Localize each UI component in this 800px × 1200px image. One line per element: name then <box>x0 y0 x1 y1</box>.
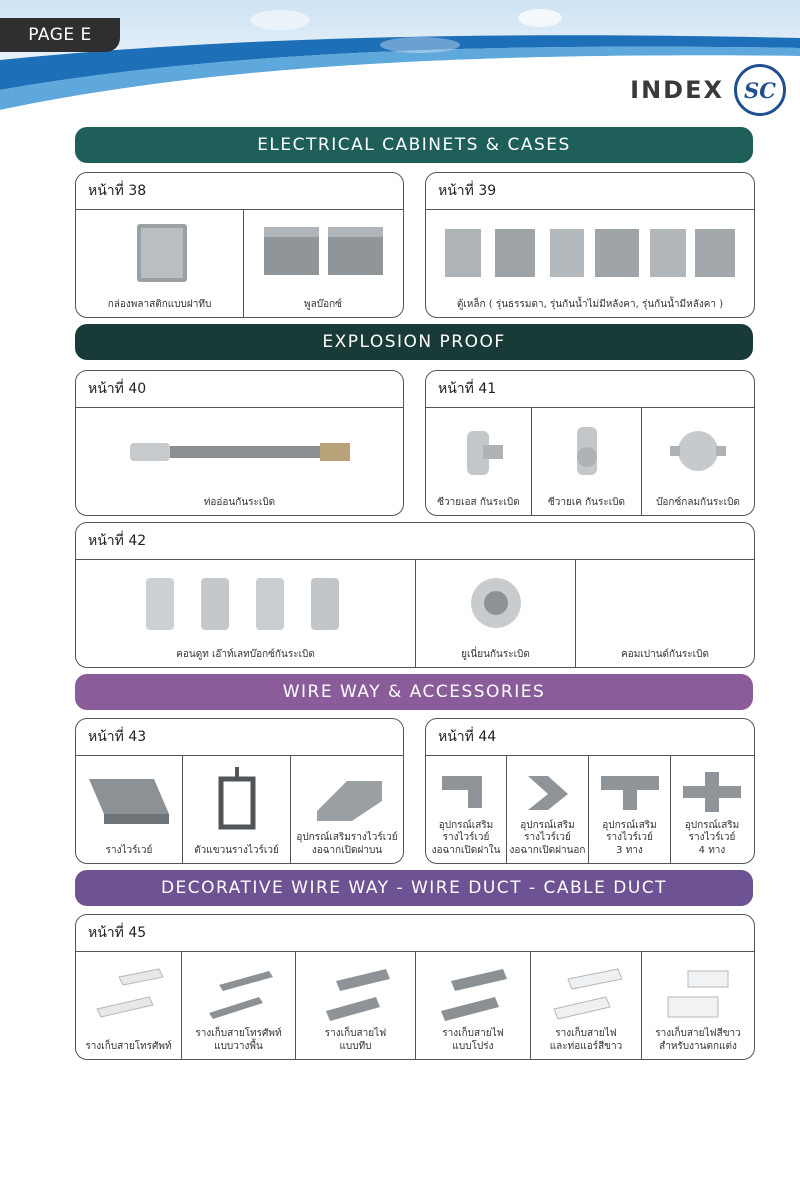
product-caption: รางเก็บสายไฟสีขาว สำหรับงานตกแต่ง <box>655 1028 741 1052</box>
product-caption: พูลบ๊อกซ์ <box>304 298 342 310</box>
index-header <box>630 64 786 116</box>
box-page-43 <box>75 718 404 864</box>
box-title: หน้าที่ 40 <box>76 371 403 408</box>
box-page-41 <box>425 370 755 516</box>
product-caption: รางเก็บสายไฟ แบบโปร่ง <box>442 1028 504 1052</box>
product-cell[interactable] <box>589 756 671 863</box>
slotted-duct-image <box>433 967 513 1023</box>
product-cell[interactable] <box>291 756 403 863</box>
product-caption: ยูเนี่ยนกันระเบิด <box>461 648 530 660</box>
product-cell[interactable] <box>507 756 589 863</box>
box-title: หน้าที่ 42 <box>76 523 754 560</box>
sc-logo: SC <box>734 64 786 116</box>
box-page-42 <box>75 522 755 668</box>
box-title: หน้าที่ 38 <box>76 173 403 210</box>
conduit-outlet-box-image <box>136 570 356 636</box>
product-caption: รางเก็บสายโทรศัพท์ แบบวางพื้น <box>195 1028 282 1052</box>
product-caption: รางเก็บสายไฟ และท่อแอร์สีขาว <box>549 1028 623 1052</box>
product-caption: คอมเปานด์กันระเบิด <box>621 648 709 660</box>
union-image <box>461 573 531 633</box>
box-page-44 <box>425 718 755 864</box>
product-caption: ซีวายเค กันระเบิด <box>547 496 626 508</box>
product-cell[interactable] <box>642 952 754 1059</box>
product-caption: อุปกรณ์เสริม รางไวร์เวย์ 3 ทาง <box>602 819 657 856</box>
box-title: หน้าที่ 44 <box>426 719 754 756</box>
section-banner-cabinets: ELECTRICAL CABINETS & CASES <box>75 127 753 163</box>
product-cell[interactable] <box>76 210 244 317</box>
cyk-fitting-image <box>557 421 617 481</box>
box-title: หน้าที่ 41 <box>426 371 754 408</box>
wireway-image <box>84 769 174 829</box>
tee-image <box>597 770 663 814</box>
section-banner-duct: DECORATIVE WIRE WAY - WIRE DUCT - CABLE DUCT <box>75 870 753 906</box>
product-caption: ตู้เหล็ก ( รุ่นธรรมดา, รุ่นกันน้ำไม่มีหลังคา, รุ่นกันน้ำมีหลังคา ) <box>456 298 724 310</box>
inner-elbow-image <box>436 770 496 814</box>
product-caption: คอนดูท เอ๊าท์เลทบ๊อกซ์กันระเบิด <box>176 648 315 660</box>
product-caption: อุปกรณ์เสริม รางไวร์เวย์ 4 ทาง <box>684 819 740 856</box>
product-caption: บ๊อกซ์กลมกันระเบิด <box>656 496 740 508</box>
product-cell[interactable] <box>426 408 532 515</box>
product-cell[interactable] <box>426 756 507 863</box>
product-caption: อุปกรณ์เสริม รางไวร์เวย์ งอฉากเปิดฝานอก <box>509 819 586 856</box>
product-caption: ท่ออ่อนกันระเบิด <box>203 496 276 508</box>
flexible-conduit-image <box>120 431 360 471</box>
wireway-elbow-image <box>307 771 387 827</box>
product-caption: ซีวายเอส กันระเบิด <box>437 496 520 508</box>
box-title: หน้าที่ 45 <box>76 915 754 952</box>
product-cell[interactable] <box>576 560 754 667</box>
page-label: PAGE E <box>0 18 120 52</box>
product-caption: อุปกรณ์เสริม รางไวร์เวย์ งอฉากเปิดฝาใน <box>431 819 501 856</box>
cys-fitting-image <box>449 421 509 481</box>
wireway-hanger-image <box>207 767 267 831</box>
product-caption: อุปกรณ์เสริมรางไวร์เวย์ งอฉากเปิดฝาบน <box>296 832 398 856</box>
plastic-box-image <box>125 220 195 286</box>
white-decor-duct-image <box>658 967 738 1023</box>
box-page-45 <box>75 914 755 1060</box>
cross-image <box>679 770 745 814</box>
box-page-38 <box>75 172 404 318</box>
round-box-image <box>666 421 730 481</box>
steel-cabinet-image <box>440 225 740 281</box>
phone-duct-image <box>89 967 169 1023</box>
product-caption: รางเก็บสายโทรศัพท์ <box>85 1040 172 1052</box>
product-cell[interactable] <box>531 952 642 1059</box>
white-aircon-duct-image <box>546 967 626 1023</box>
box-page-40 <box>75 370 404 516</box>
product-cell[interactable] <box>416 952 531 1059</box>
floor-duct-image <box>199 967 279 1023</box>
pull-box-image <box>258 223 388 283</box>
product-cell[interactable] <box>76 952 182 1059</box>
product-cell[interactable] <box>76 560 416 667</box>
box-title: หน้าที่ 43 <box>76 719 403 756</box>
product-caption: รางเก็บสายไฟ แบบทึบ <box>324 1028 387 1052</box>
product-cell[interactable] <box>532 408 642 515</box>
box-page-39 <box>425 172 755 318</box>
product-cell[interactable] <box>671 756 753 863</box>
section-banner-wireway: WIRE WAY & ACCESSORIES <box>75 674 753 710</box>
product-cell[interactable] <box>182 952 296 1059</box>
product-cell[interactable] <box>76 756 183 863</box>
solid-duct-image <box>316 967 396 1023</box>
product-caption: รางไวร์เวย์ <box>105 844 153 856</box>
product-cell[interactable] <box>296 952 416 1059</box>
box-title: หน้าที่ 39 <box>426 173 754 210</box>
product-caption: ตัวแขวนรางไวร์เวย์ <box>194 844 279 856</box>
product-caption: กล่องพลาสติกแบบฝาทึบ <box>107 298 212 310</box>
section-banner-explosion: EXPLOSION PROOF <box>75 324 753 360</box>
index-title: INDEX <box>630 76 724 104</box>
product-cell[interactable] <box>76 408 403 515</box>
product-cell[interactable] <box>244 210 402 317</box>
product-cell[interactable] <box>642 408 754 515</box>
product-cell[interactable] <box>426 210 754 317</box>
outer-elbow-image <box>518 770 578 814</box>
product-cell[interactable] <box>183 756 291 863</box>
product-cell[interactable] <box>416 560 576 667</box>
